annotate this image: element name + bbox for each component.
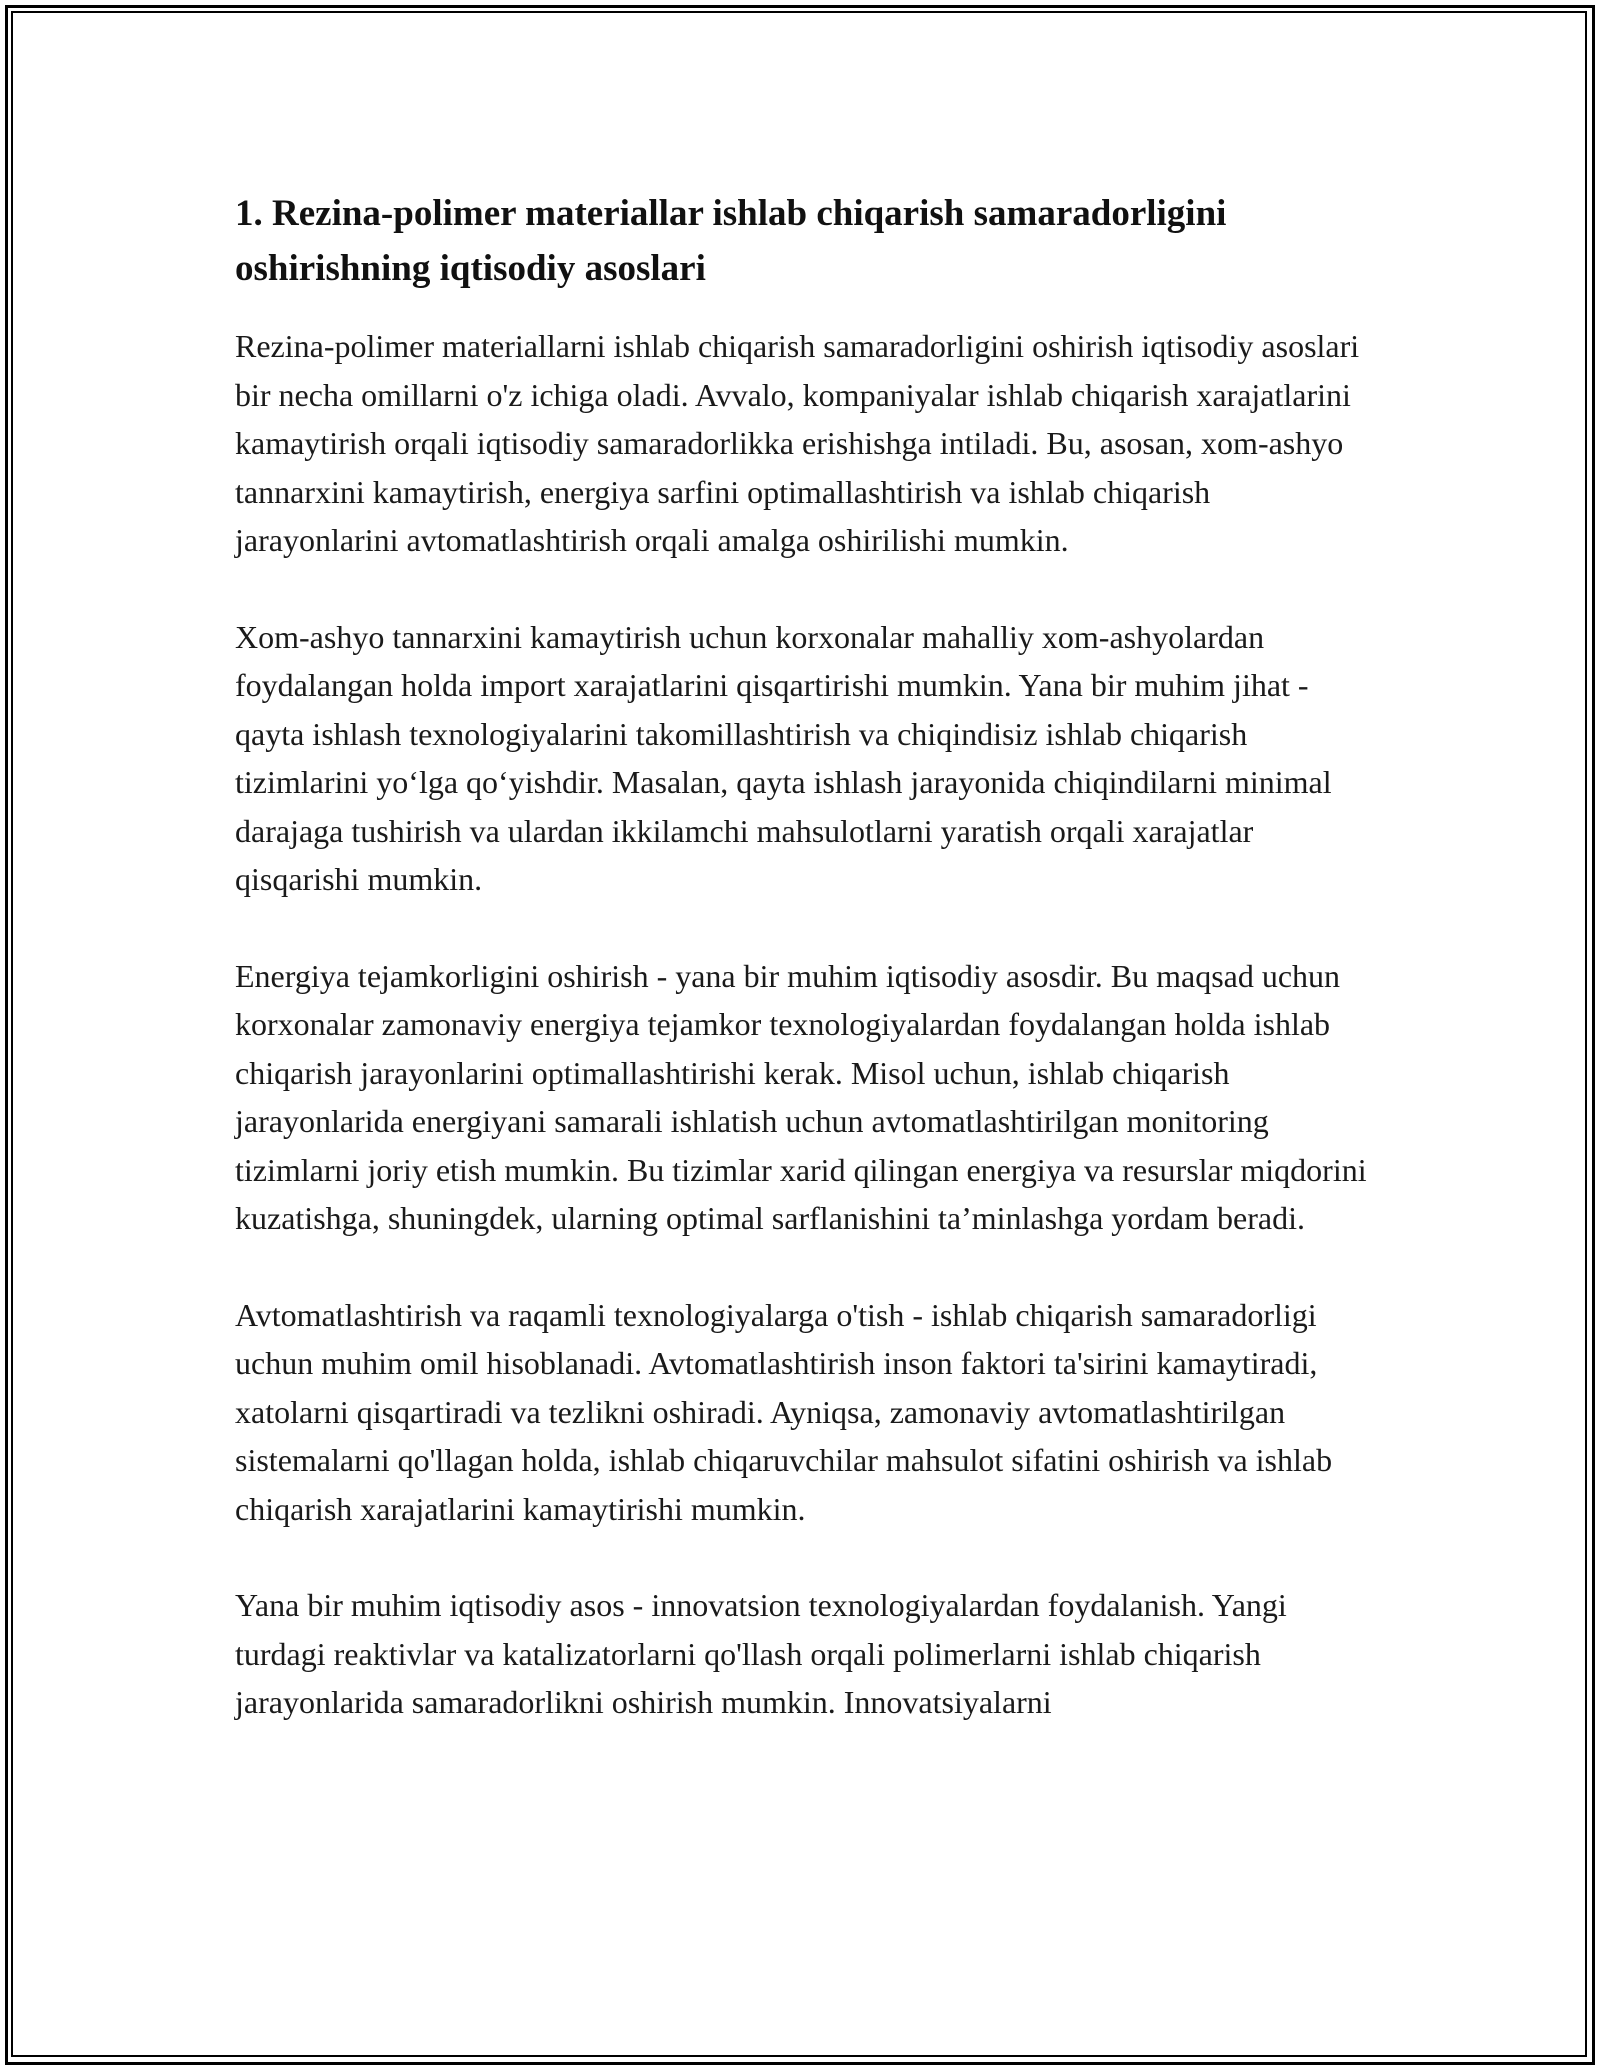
- paragraph-innovation: Yana bir muhim iqtisodiy asos - innovatsion texnologiyalardan foydalanish. Yangi turdagi reaktivlar va katalizatorlarni qo'llash orqali polimerlarni ishlab chiqarish jarayonlarida samaradorlikni oshirish mumkin. Innovatsiyalarni: [235, 1587, 1287, 1720]
- paragraph-raw-materials: Xom-ashyo tannarxini kamaytirish uchun korxonalar mahalliy xom-ashyolardan foydalangan holda import xarajatlarini qisqartirishi mumkin. Yana bir muhim jihat - qayta ishlash texnologiyalarini takomillashtirish va chiqindisiz ishlab chiqarish tizimlarini yo‘lga qo‘yishdir. Masalan, qayta ishlash jarayonida chiqindilarni minimal darajaga tushirish va ulardan ikkilamchi mahsulotlarni yaratish orqali xarajatlar qisqarishi mumkin.: [235, 618, 1332, 897]
- paragraph-energy-efficiency: Energiya tejamkorligini oshirish - yana bir muhim iqtisodiy asosdir. Bu maqsad uchun korxonalar zamonaviy energiya tejamkor texnologiyalardan foydalangan holda ishlab chiqarish jarayonlarini optimallashtirishi kerak. Misol uchun, ishlab chiqarish jarayonlarida energiyani samarali ishlatish uchun avtomatlashtirilgan monitoring tizimlarni joriy etish mumkin. Bu tizimlar xarid qilingan energiya va resurslar miqdorini kuzatishga, shuningdek, ularning optimal sarflanishini ta’minlashga yordam beradi.: [235, 957, 1367, 1236]
- document-body: [235, 186, 1375, 1727]
- paragraph-intro: Rezina-polimer materiallarni ishlab chiqarish samaradorligini oshirish iqtisodiy asoslari bir necha omillarni o'z ichiga oladi. Avvalo, kompaniyalar ishlab chiqarish xarajatlarini kamaytirish orqali iqtisodiy samaradorlikka erishishga intiladi. Bu, asosan, xom-ashyo tannarxini kamaytirish, energiya sarfini optimallashtirish va ishlab chiqarish jarayonlarini avtomatlashtirish orqali amalga oshirilishi mumkin.: [235, 328, 1360, 558]
- paragraph-automation: Avtomatlashtirish va raqamli texnologiyalarga o'tish - ishlab chiqarish samaradorligi uchun muhim omil hisoblanadi. Avtomatlashtirish inson faktori ta'sirini kamaytiradi, xatolarni qisqartiradi va tezlikni oshiradi. Ayniqsa, zamonaviy avtomatlashtirilgan sistemalarni qo'llagan holda, ishlab chiqaruvchilar mahsulot sifatini oshirish va ishlab chiqarish xarajatlarini kamaytirishi mumkin.: [235, 1296, 1333, 1527]
- section-heading: 1. Rezina-polimer materiallar ishlab chiqarish samaradorligini oshirishning iqtisodiy asoslari: [235, 193, 1227, 289]
